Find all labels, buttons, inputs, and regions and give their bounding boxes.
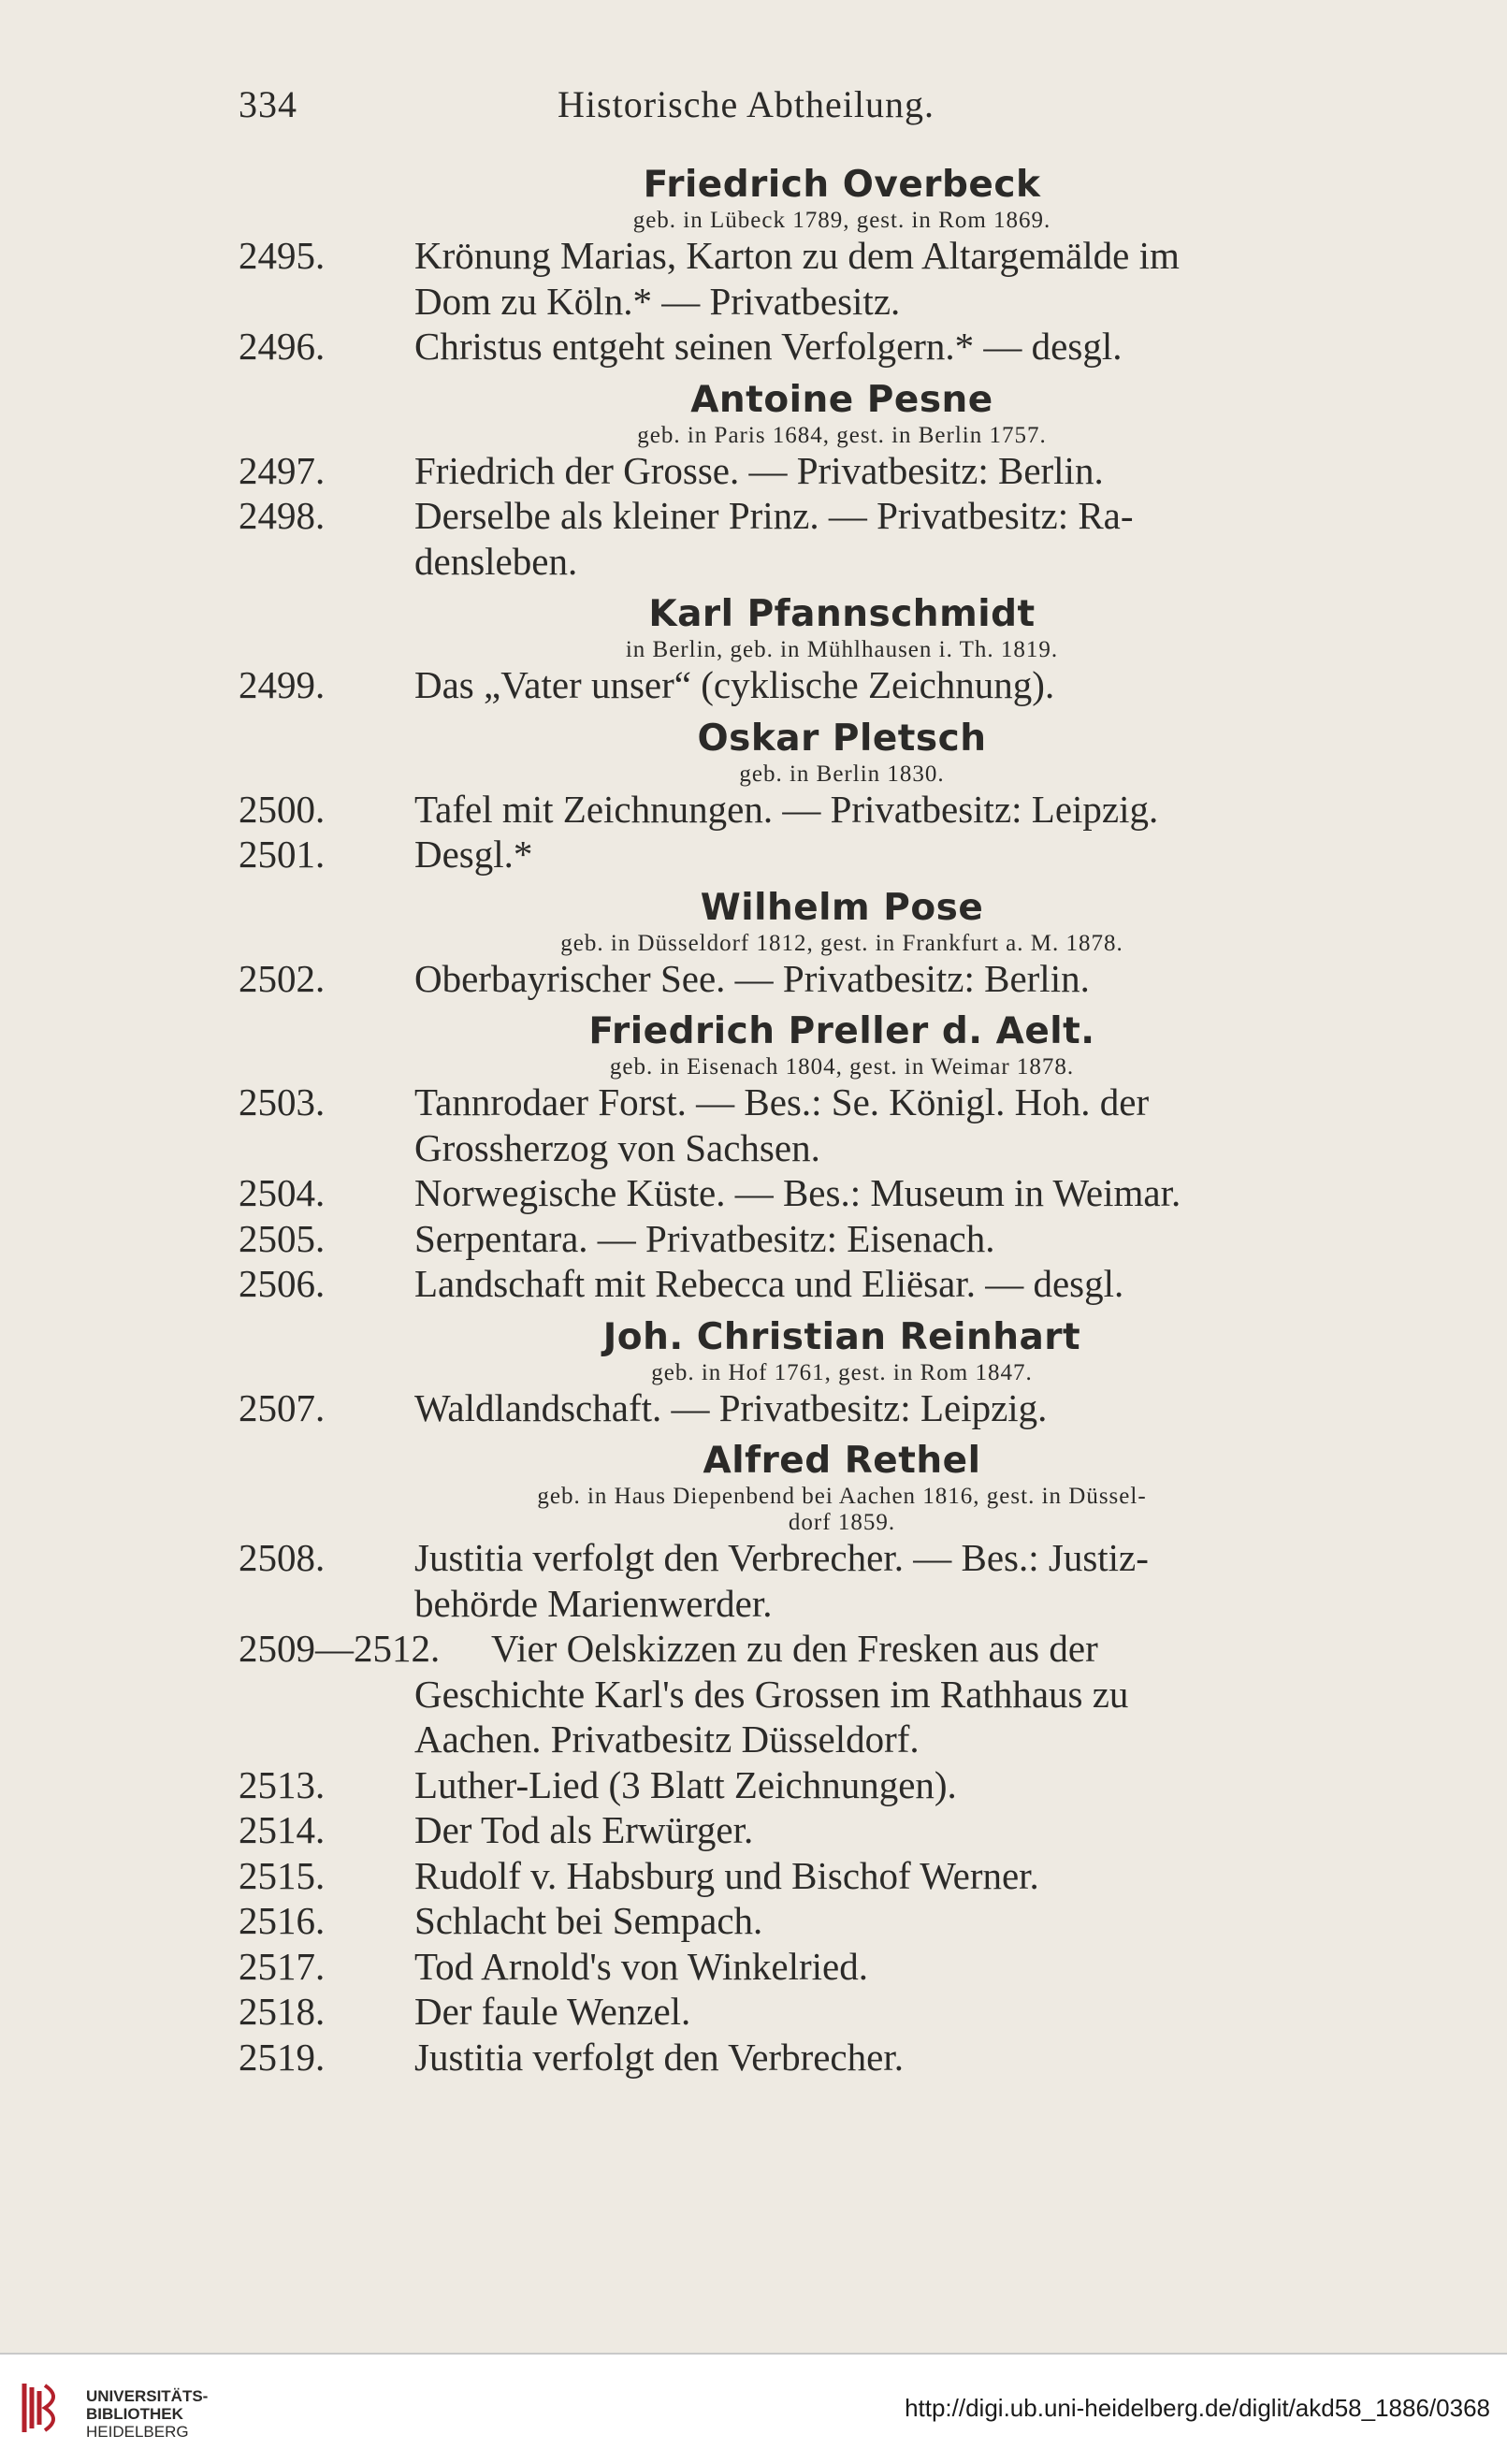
entry-number: 2500. xyxy=(239,787,326,831)
entry-number: 2514. xyxy=(239,1808,326,1851)
entry-continuation: Grossherzog von Sachsen. xyxy=(414,1125,820,1169)
artist-bio: geb. in Düsseldorf 1812, gest. in Frankfurt a. M. 1878. xyxy=(560,930,1123,956)
catalogue-entry xyxy=(239,2035,1445,2080)
artist-heading xyxy=(239,593,1445,662)
entry-title: Desgl.* xyxy=(414,833,533,876)
artist-heading xyxy=(239,717,1445,787)
entry-title: Rudolf v. Habsburg und Bischof Werner. xyxy=(414,1853,1039,1897)
entry-number: 2495. xyxy=(239,234,326,277)
entry-number: 2496. xyxy=(239,325,326,368)
entry-title: Waldlandschaft. — Privatbesitz: Leipzig. xyxy=(414,1385,1048,1429)
catalogue-entry xyxy=(239,1535,1445,1626)
artist-name: Oskar Pletsch xyxy=(697,717,987,760)
entry-number: 2497. xyxy=(239,448,326,492)
entry-continuation: densleben. xyxy=(414,539,578,583)
artist-bio: geb. in Hof 1761, gest. in Rom 1847. xyxy=(651,1359,1033,1385)
artist-heading xyxy=(239,1316,1445,1385)
artist-bio: dorf 1859. xyxy=(788,1510,896,1535)
catalogue-entry xyxy=(239,1807,1445,1853)
entry-title: Friedrich der Grosse. — Privatbesitz: Berlin. xyxy=(414,448,1104,492)
entry-title: Norwegische Küste. — Bes.: Museum in Weimar. xyxy=(414,1171,1181,1214)
catalogue-entry xyxy=(239,1261,1445,1307)
artist-name: Karl Pfannschmidt xyxy=(648,593,1036,635)
catalogue-entry xyxy=(239,1989,1445,2035)
entry-continuation: Geschichte Karl's des Grossen im Rathhaus zu xyxy=(414,1672,1129,1716)
artist-heading xyxy=(239,1010,1445,1080)
entry-title: Serpentara. — Privatbesitz: Eisenach. xyxy=(414,1216,995,1260)
source-url-link[interactable]: http://digi.ub.uni-heidelberg.de/diglit/akd58_1886/0368 xyxy=(905,2394,1490,2422)
entry-title: Schlacht bei Sempach. xyxy=(414,1899,763,1942)
catalogue-entry xyxy=(239,1080,1445,1170)
entry-title: Christus entgeht seinen Verfolgern.* — desgl. xyxy=(414,325,1123,368)
catalogue-content xyxy=(239,164,1445,2080)
library-logo-text: UNIVERSITÄTS- BIBLIOTHEK HEIDELBERG xyxy=(86,2387,209,2441)
entry-number: 2513. xyxy=(239,1762,326,1806)
entry-number: 2516. xyxy=(239,1899,326,1942)
catalogue-entry xyxy=(239,1762,1445,1808)
entry-number: 2507. xyxy=(239,1385,326,1429)
catalogue-entry xyxy=(239,956,1445,1002)
artist-heading xyxy=(239,1440,1445,1535)
entry-number: 2502. xyxy=(239,956,326,1000)
running-title: Historische Abtheilung. xyxy=(558,83,935,125)
entry-title: Tafel mit Zeichnungen. — Privatbesitz: Leipzig. xyxy=(414,787,1159,831)
artist-bio: in Berlin, geb. in Mühlhausen i. Th. 1819. xyxy=(625,637,1059,662)
entry-continuation: Dom zu Köln.* — Privatbesitz. xyxy=(414,279,901,323)
entry-title: Der faule Wenzel. xyxy=(414,1990,691,2033)
artist-heading xyxy=(239,379,1445,448)
entry-number: 2519. xyxy=(239,2035,326,2079)
entry-number: 2509—2512. xyxy=(239,1627,441,1670)
entry-continuation: Aachen. Privatbesitz Düsseldorf. xyxy=(414,1718,920,1761)
catalogue-entry xyxy=(239,787,1445,833)
catalogue-entry xyxy=(239,448,1445,494)
artist-name: Antoine Pesne xyxy=(690,378,993,421)
catalogue-entry xyxy=(239,1898,1445,1944)
entry-number: 2505. xyxy=(239,1216,326,1260)
entry-number: 2517. xyxy=(239,1944,326,1988)
catalogue-entry xyxy=(239,493,1445,584)
entry-title: Krönung Marias, Karton zu dem Altargemälde im xyxy=(414,234,1180,277)
entry-title: Landschaft mit Rebecca und Eliësar. — desgl. xyxy=(414,1262,1124,1305)
artist-name: Friedrich Overbeck xyxy=(643,164,1041,206)
entry-title: Der Tod als Erwürger. xyxy=(414,1808,754,1851)
artist-name: Wilhelm Pose xyxy=(700,886,984,929)
entry-number: 2498. xyxy=(239,494,326,537)
artist-bio: geb. in Berlin 1830. xyxy=(739,761,945,787)
page-number: 334 xyxy=(239,83,297,125)
entry-title: Das „Vater unser“ (cyklische Zeichnung). xyxy=(414,663,1055,706)
entry-number: 2506. xyxy=(239,1262,326,1305)
entry-number: 2515. xyxy=(239,1853,326,1897)
entry-title: Justitia verfolgt den Verbrecher. — Bes.: Justiz- xyxy=(414,1536,1149,1579)
catalogue-entry xyxy=(239,1626,1445,1762)
catalogue-entry xyxy=(239,1170,1445,1216)
catalogue-entry xyxy=(239,1216,1445,1262)
artist-name: Alfred Rethel xyxy=(703,1440,981,1482)
catalogue-entry xyxy=(239,233,1445,324)
entry-number: 2504. xyxy=(239,1171,326,1214)
entry-continuation: behörde Marienwerder. xyxy=(414,1581,773,1625)
artist-bio: geb. in Eisenach 1804, gest. in Weimar 1878. xyxy=(609,1054,1075,1080)
artist-heading xyxy=(239,164,1445,233)
catalogue-entry xyxy=(239,662,1445,708)
entry-title: Derselbe als kleiner Prinz. — Privatbesitz: Ra- xyxy=(414,494,1134,537)
catalogue-entry xyxy=(239,832,1445,877)
entry-number: 2508. xyxy=(239,1536,326,1579)
entry-number: 2518. xyxy=(239,1990,326,2033)
footer-bar xyxy=(0,2353,1507,2464)
catalogue-entry xyxy=(239,1385,1445,1431)
entry-number: 2501. xyxy=(239,833,326,876)
library-logo-icon xyxy=(17,2378,65,2438)
catalogue-entry xyxy=(239,324,1445,370)
entry-title: Oberbayrischer See. — Privatbesitz: Berlin. xyxy=(414,956,1090,1000)
artist-bio: geb. in Haus Diepenbend bei Aachen 1816, gest. in Düssel- xyxy=(537,1484,1147,1509)
artist-name: Joh. Christian Reinhart xyxy=(602,1315,1081,1358)
entry-title: Justitia verfolgt den Verbrecher. xyxy=(414,2035,904,2079)
entry-title: Tod Arnold's von Winkelried. xyxy=(414,1944,868,1988)
catalogue-entry xyxy=(239,1944,1445,1990)
entry-title: Vier Oelskizzen zu den Fresken aus der xyxy=(491,1627,1098,1670)
artist-name: Friedrich Preller d. Aelt. xyxy=(588,1010,1095,1052)
entry-title: Tannrodaer Forst. — Bes.: Se. Königl. Hoh. der xyxy=(414,1080,1150,1123)
catalogue-entry xyxy=(239,1853,1445,1899)
entry-number: 2499. xyxy=(239,663,326,706)
artist-bio: geb. in Paris 1684, gest. in Berlin 1757. xyxy=(637,422,1047,448)
entry-number: 2503. xyxy=(239,1080,326,1123)
entry-title: Luther-Lied (3 Blatt Zeichnungen). xyxy=(414,1762,957,1806)
artist-bio: geb. in Lübeck 1789, gest. in Rom 1869. xyxy=(632,208,1051,233)
artist-heading xyxy=(239,887,1445,956)
